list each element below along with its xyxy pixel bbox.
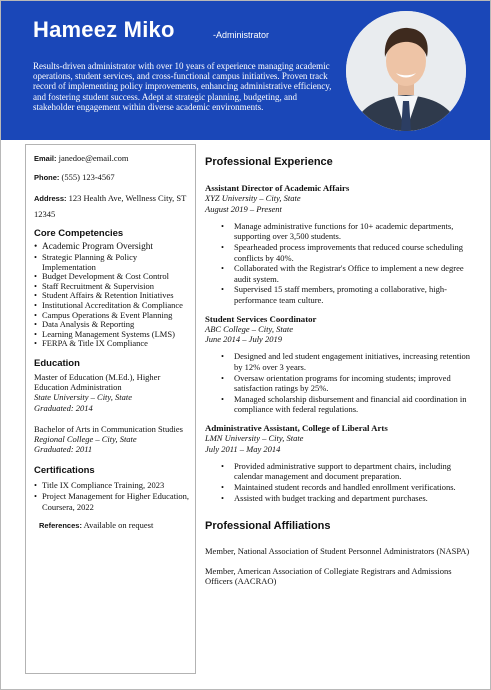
job-dates: July 2011 – May 2014 [205, 443, 281, 454]
header-banner [1, 1, 491, 140]
job-dates: August 2019 – Present [205, 203, 282, 214]
job-bullet: • Designed and led student engagement initiatives, increasing retention by 12% over 3 years. [205, 351, 475, 372]
address-label: Address: [34, 194, 67, 203]
graduation-year-text: Graduated: 2014 [34, 402, 93, 413]
candidate-role: -Administrator [213, 30, 270, 40]
job-bullet: • Spearheaded process improvements that reduced course scheduling conflicts by 40%. [205, 242, 475, 263]
job-bullet: • Oversaw orientation programs for incoming students; improved satisfaction ratings by 25%. [205, 373, 475, 394]
references-line [34, 520, 190, 531]
degree-name: Master of Education (M.Ed.), Higher Education Administration [34, 371, 161, 393]
references-value: Available on request [83, 520, 154, 531]
email-label: Email: [34, 154, 57, 163]
certification-item: • Title IX Compliance Training, 2023 [34, 480, 190, 491]
certification-item: • Project Management for Higher Education, Coursera, 2022 [34, 491, 190, 513]
job-entry [205, 314, 475, 415]
email-value: janedoe@email.com [58, 153, 129, 163]
references-label: References: [39, 521, 82, 531]
job-bullets [205, 461, 475, 503]
competency-item: • Learning Management Systems (LMS) [34, 330, 190, 340]
competency-item: • Academic Program Oversight [34, 242, 190, 253]
affiliation-item: Member, American Association of Collegiate Registrars and Admissions Officers (AACRAO) [205, 565, 452, 587]
degree-name: Bachelor of Arts in Communication Studies [34, 423, 183, 434]
competency-item: • Campus Operations & Event Planning [34, 311, 190, 321]
school-name-text: State University – City, State [34, 392, 132, 403]
job-bullet: • Managed scholarship disbursement and financial aid coordination in compliance with federal regulations. [205, 394, 475, 415]
graduation-year [34, 444, 190, 454]
sidebar-panel [25, 144, 196, 674]
job-dates: June 2014 – July 2019 [205, 334, 282, 345]
job-bullet: • Collaborated with the Registrar's Office to implement a new degree audit system. [205, 263, 475, 284]
job-bullet: • Provided administrative support to department chairs, including calendar management and document preparation. [205, 461, 475, 482]
job-bullet: • Manage administrative functions for 10+ academic departments, supporting over 3,500 students. [205, 221, 475, 242]
portrait-illustration [346, 11, 466, 131]
competencies-list [34, 242, 190, 349]
profile-photo [346, 11, 466, 131]
job-org: LMN University – City, State [205, 433, 304, 444]
job-entry [205, 183, 475, 306]
school-name-text: Regional College – City, State [34, 433, 137, 444]
job-bullet: • Maintained student records and handled enrollment verifications. [205, 482, 475, 493]
competencies-heading: Core Competencies [34, 228, 124, 239]
competency-item: • Data Analysis & Reporting [34, 320, 190, 330]
job-bullet: • Supervised 15 staff members, promoting a collaborative, high-performance team culture. [205, 284, 475, 305]
job-title: Student Services Coordinator [205, 313, 317, 324]
education-entry [34, 372, 190, 413]
main-column [205, 156, 475, 587]
school-name [34, 434, 190, 444]
summary-text: Results-driven administrator with over 10 years of experience managing academic operations, student services, and cross-functional campus initiatives. Proven track record of implementing policy improvements, enhancing administrative efficiency, and fostering student success. Adept at strategic planning, budgeting, and stakeholder engagement within diverse academic environments. [33, 61, 332, 112]
graduation-year [34, 403, 190, 413]
job-bullets [205, 221, 475, 306]
graduation-year-text: Graduated: 2011 [34, 444, 93, 455]
address-line [34, 191, 190, 221]
competency-item: • Institutional Accreditation & Compliance [34, 301, 190, 311]
experience-heading: Professional Experience [205, 156, 333, 168]
address-value: 123 Health Ave, Wellness City, ST 12345 [34, 193, 187, 219]
job-entry [205, 423, 475, 503]
competency-item: • FERPA & Title IX Compliance [34, 339, 190, 349]
job-bullet: • Assisted with budget tracking and department purchases. [205, 493, 475, 504]
job-title: Administrative Assistant, College of Liberal Arts [205, 422, 388, 433]
education-entry [34, 424, 190, 455]
job-bullets [205, 351, 475, 415]
affiliations-heading: Professional Affiliations [205, 520, 331, 533]
candidate-name: Hameez Miko [33, 17, 175, 42]
certifications-list [34, 480, 190, 513]
competency-item: • Student Affairs & Retention Initiatives [34, 291, 190, 301]
job-org: XYZ University – City, State [205, 193, 301, 204]
certifications-heading: Certifications [34, 465, 95, 477]
job-org: ABC College – City, State [205, 323, 294, 334]
competency-item: • Staff Recruitment & Supervision [34, 282, 190, 292]
phone-label: Phone: [34, 173, 60, 182]
school-name [34, 392, 190, 402]
competency-item: • Budget Development & Cost Control [34, 272, 190, 282]
education-heading: Education [34, 357, 80, 369]
phone-line [34, 172, 190, 183]
phone-value: (555) 123-4567 [61, 172, 115, 182]
competency-item: • Strategic Planning & Policy Implementation [34, 253, 190, 272]
job-title: Assistant Director of Academic Affairs [205, 183, 350, 193]
email-line [34, 153, 190, 164]
affiliation-item: Member, National Association of Student Personnel Administrators (NASPA) [205, 546, 470, 557]
